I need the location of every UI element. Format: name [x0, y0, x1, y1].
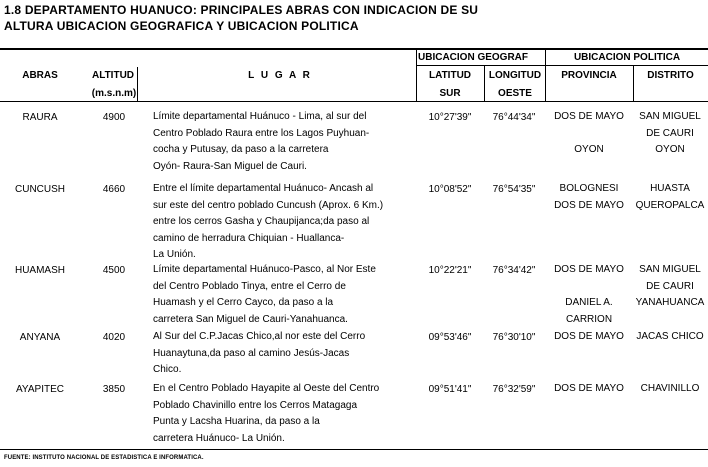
lugar-line: carretera Huánuco- La Unión.	[153, 432, 285, 444]
page-title	[4, 2, 704, 34]
row-distrito	[633, 181, 707, 214]
row-altitud: 4660	[102, 184, 126, 195]
lugar-line: Punta y Lacsha Huarina, da paso a la	[153, 416, 320, 427]
lugar-line: sur este del centro poblado Cuncush (Aprox. 6 Km.)	[153, 199, 384, 211]
provincia-line: DANIEL A.	[565, 297, 613, 308]
provincia-line: OYON	[574, 144, 604, 155]
header-msnm: (m.s.n.m)	[91, 88, 137, 99]
row-latitud: 09°51'41"	[428, 384, 472, 395]
lugar-line: Al Sur del C.P.Jacas Chico,al nor este del Cerro	[153, 331, 366, 342]
row-latitud: 10°08'52"	[428, 184, 472, 195]
source-note: FUENTE: INSTITUTO NACIONAL DE ESTADISTICA E INFORMATICA.	[4, 455, 204, 461]
provincia-line	[545, 126, 633, 143]
lugar-line: del Centro Poblado Tinya, entre el Cerro de	[153, 280, 346, 292]
row-lugar	[153, 381, 413, 447]
title-line-1: 1.8 DEPARTAMENTO HUANUCO: PRINCIPALES ABRAS CON INDICACION DE SU	[4, 3, 479, 17]
distrito-line: HUASTA	[650, 183, 690, 194]
row-longitud: 76°54'35"	[492, 184, 536, 195]
header-altitud: ALTITUD	[91, 70, 135, 81]
row-provincia	[545, 181, 633, 214]
provincia-line: DOS DE MAYO	[554, 111, 624, 122]
row-altitud: 4020	[102, 332, 126, 343]
lugar-line: Entre el límite departamental Huánuco- Ancash al	[153, 183, 374, 194]
header-abras: ABRAS	[22, 70, 58, 81]
row-distrito	[633, 381, 707, 398]
row-abra: RAURA	[22, 112, 58, 123]
row-latitud: 09°53'46"	[428, 332, 472, 343]
row-provincia	[545, 329, 633, 346]
row-altitud: 4500	[102, 265, 126, 276]
header-ubicacion-geografica: UBICACION GEOGRAF	[418, 52, 528, 63]
provincia-line: DOS DE MAYO	[554, 199, 624, 211]
distrito-line: DE CAURI	[646, 280, 694, 292]
row-abra: HUAMASH	[14, 265, 65, 276]
row-latitud: 10°27'39"	[428, 112, 472, 123]
header-bottom-line	[0, 101, 708, 102]
lugar-line: cocha y Putusay, da paso a la carretera	[153, 144, 329, 155]
row-latitud: 10°22'21"	[428, 265, 472, 276]
title-line-2: ALTURA UBICACION GEOGRAFICA Y UBICACION POLITICA	[4, 19, 359, 33]
provincia-line: DOS DE MAYO	[554, 264, 624, 275]
header-longitud: LONGITUD	[488, 70, 542, 81]
row-lugar	[153, 262, 413, 328]
row-distrito	[633, 262, 707, 312]
provincia-line: DOS DE MAYO	[554, 383, 624, 394]
row-abra: CUNCUSH	[15, 184, 65, 195]
distrito-line: SAN MIGUEL	[639, 111, 701, 122]
row-lugar	[153, 109, 413, 175]
lugar-line: En el Centro Poblado Hayapite al Oeste del Centro	[153, 383, 380, 394]
header-top-line	[0, 48, 708, 50]
distrito-line: OYON	[655, 144, 685, 155]
header-lugar: L U G A R	[248, 70, 312, 81]
row-abra: AYAPITEC	[16, 384, 64, 395]
header-oeste: OESTE	[498, 88, 532, 99]
row-distrito	[633, 109, 707, 159]
lugar-line: entre los cerros Gasha y Chaupijanca;da paso al	[153, 216, 370, 227]
distrito-line: CHAVINILLO	[640, 383, 700, 394]
distrito-line: YANAHUANCA	[635, 297, 705, 308]
distrito-line: JACAS CHICO	[636, 331, 704, 342]
distrito-line: SAN MIGUEL	[639, 264, 701, 275]
lugar-line: Oyón- Raura-San Miguel de Cauri.	[153, 160, 307, 172]
row-lugar	[153, 329, 413, 379]
row-longitud: 76°30'10"	[492, 332, 536, 343]
footer-line	[0, 449, 708, 450]
header-distrito: DISTRITO	[647, 70, 694, 81]
lugar-line: carretera San Miguel de Cauri-Yanahuanca.	[153, 313, 348, 325]
row-provincia	[545, 381, 633, 398]
header-ubicacion-politica: UBICACION POLITICA	[573, 52, 681, 63]
lugar-line: Límite departamental Huánuco - Lima, al sur del	[153, 111, 367, 122]
lugar-line: La Unión.	[153, 249, 196, 260]
row-abra: ANYANA	[19, 332, 61, 343]
lugar-line: Poblado Chavinillo entre los Cerros Matagaga	[153, 399, 358, 411]
row-altitud: 4900	[102, 112, 126, 123]
row-longitud: 76°44'34"	[492, 112, 536, 123]
lugar-line: Huamash y el Cerro Cayco, da paso a la	[153, 297, 334, 308]
provincia-line	[545, 279, 633, 296]
subheader-line	[416, 65, 708, 66]
row-longitud: 76°32'59"	[492, 384, 536, 395]
row-altitud: 3850	[102, 384, 126, 395]
lugar-line: Huanaytuna,da paso al camino Jesús-Jacas	[153, 347, 350, 359]
row-provincia	[545, 262, 633, 328]
header-sur: SUR	[439, 88, 461, 99]
row-lugar	[153, 181, 413, 264]
lugar-line: camino de herradura Chiquian - Huallanca-	[153, 232, 345, 244]
provincia-line: DOS DE MAYO	[554, 331, 624, 342]
lugar-line: Chico.	[153, 364, 182, 375]
header-latitud: LATITUD	[428, 70, 472, 81]
row-longitud: 76°34'42"	[492, 265, 536, 276]
provincia-line: BOLOGNESI	[559, 183, 619, 194]
distrito-line: DE CAURI	[646, 127, 694, 139]
row-provincia	[545, 109, 633, 159]
distrito-line: QUEROPALCA	[635, 199, 705, 211]
header-provincia: PROVINCIA	[561, 70, 617, 81]
provincia-line: CARRION	[565, 313, 613, 325]
row-distrito	[633, 329, 707, 346]
lugar-line: Centro Poblado Raura entre los Lagos Puyhuan-	[153, 127, 370, 139]
lugar-line: Límite departamental Huánuco-Pasco, al Nor Este	[153, 264, 376, 275]
